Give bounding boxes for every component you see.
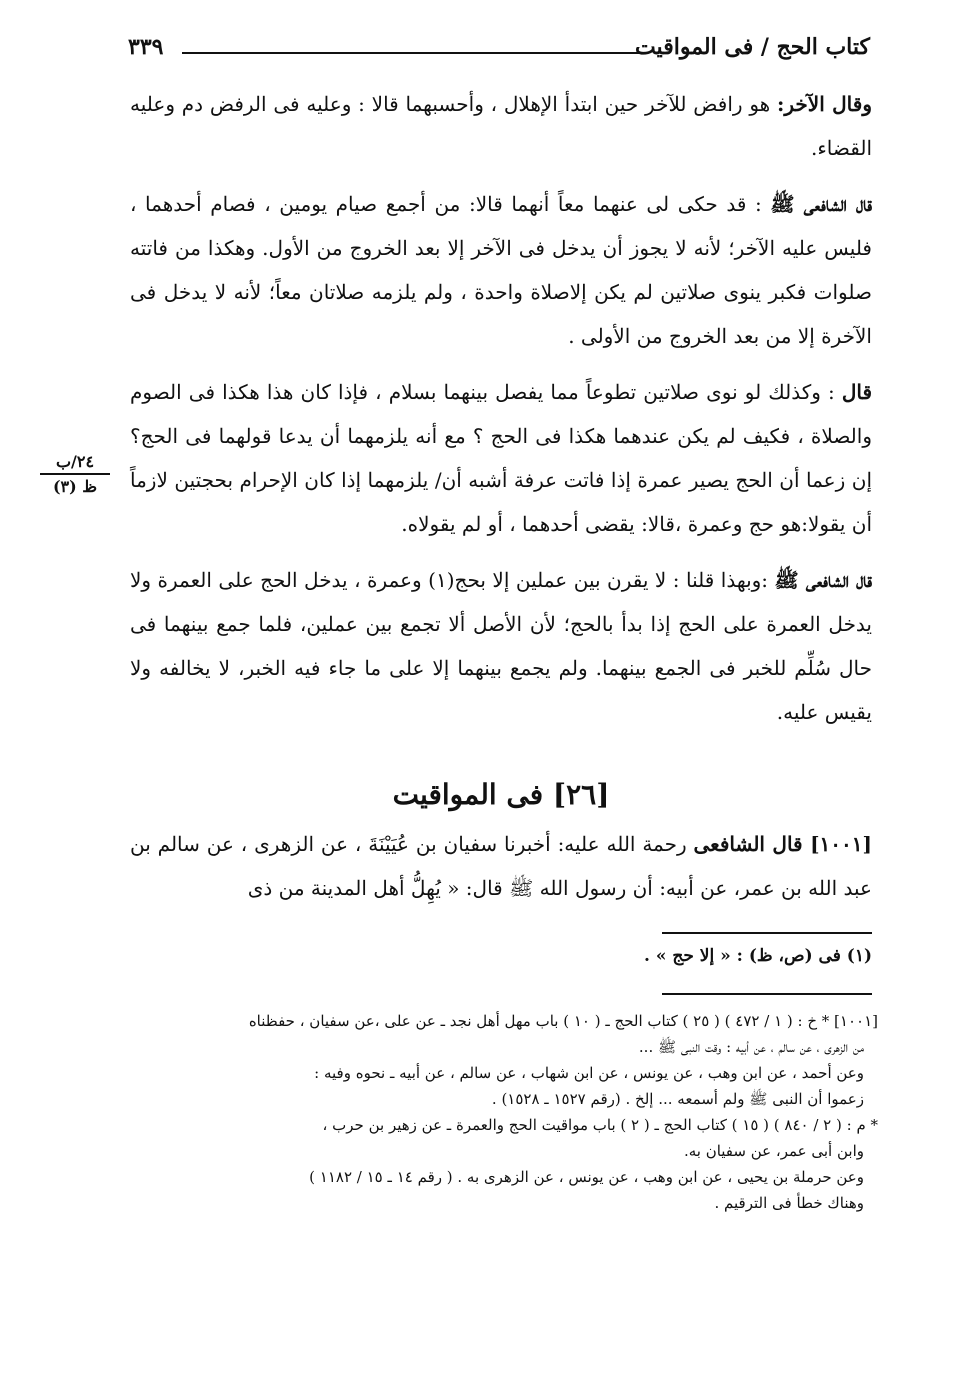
- reference-line: وعن أحمد ، عن ابن وهب ، عن يونس ، عن ابن شهاب ، عن سالم ، عن أبيه ـ نحوه وفيه :: [314, 1064, 864, 1082]
- reference-line: من الزهرى ، عن سالم ، عن أبيه : وقت النبى ﷺ ...: [638, 1038, 864, 1056]
- paragraph-lead: قال الشافعى ﷺ: [774, 568, 872, 592]
- running-header: [128, 30, 870, 70]
- paragraph-lead: وقال الآخر:: [777, 92, 872, 116]
- margin-note-folio: ٢٤/ب: [40, 452, 110, 475]
- header-title: كتاب الحج / فى المواقيت: [634, 34, 870, 60]
- margin-note-manuscript: ظ (٣): [52, 477, 98, 496]
- reference-line: وابن أبى عمر، عن سفيان به.: [683, 1142, 864, 1160]
- reference-line: وعن حرملة بن يحيى ، عن ابن وهب ، عن يونس ، عن الزهرى به . ( رقم ١٤ ـ ١٥ / ١١٨٢ ): [309, 1168, 864, 1186]
- references-block: [130, 1008, 878, 1216]
- main-text: [130, 82, 872, 746]
- reference-line: وهناك خطأ فى الترقيم .: [714, 1194, 864, 1212]
- references-rule: [662, 993, 872, 995]
- paragraph-body: :وبهذا قلنا : لا يقرن بين عملين إلا بحج(١) وعمرة ، يدخل الحج على العمرة ولا يدخل العمرة على الحج إذا بدأ بالحج؛ لأن الأصل ألا تجمع بين عملين، فلما جمع بينهما فى حال سُلِّم للخبر فى الجمع بينهما. ولم يجمع بينهما إلا على ما جاء فيه الخبر، لا يخالفه ولا يقيس عليه.: [130, 568, 872, 724]
- paragraph-1: [130, 82, 872, 170]
- paragraph-body: : وكذلك لو نوى صلاتين تطوعاً مما يفصل بينهما بسلام ، فإذا كان هذا هكذا فى الصوم والصلاة ، فكيف لم يكن عندهما هكذا فى الحج ؟ مع أنه يلزمهما أن يدعا قولهما فى الحج؟ إن زعما أن الحج يصير عمرة إذا فاتت عرفة أشبه أن/ يلزمهما إذا كان الإحرام بحجتين لازماً أن يقولا:هو حج وعمرة ،قالا: يقضى أحدهما ، أو لم يقولاه.: [130, 380, 872, 536]
- paragraph-lead: قال: [841, 380, 872, 404]
- reference-line: [١٠٠١] * خ : ( ١ / ٤٧٢ ) ( ٢٥ ) كتاب الحج ـ ( ١٠ ) باب مهل أهل نجد ـ عن على ،عن سفيان ، حفظناه: [248, 1012, 878, 1030]
- footnote: (١) فى (ص، ظ) : « إلا حج » .: [644, 946, 872, 966]
- paragraph-4: [130, 558, 872, 734]
- footnote-rule: [662, 932, 872, 934]
- paragraph-body: هو رافض للآخر حين ابتدأ الإهلال ، وأحسبهما قالا : وعليه فى الرفض دم وعليه القضاء.: [130, 92, 872, 160]
- paragraph-2: [130, 182, 872, 358]
- reference-line: * م : ( ٢ / ٨٤٠ ) ( ١٥ ) كتاب الحج ـ ( ٢ ) باب مواقيت الحج والعمرة ـ عن زهير بن حرب ،: [322, 1116, 878, 1134]
- hadith-lead: [١٠٠١] قال الشافعى: [693, 832, 872, 856]
- paragraph-body: : قد حكى لى عنهما معاً أنهما قالا: من أجمع صيام يومين ، فصام أحدهما ، فليس عليه الآخر؛ لأنه لا يجوز أن يدخل فى الآخر إلا بعد الخروج من الأول. وهكذا من فاتته صلوات فكبر ينوى صلاتين لم يكن إلاصلاة واحدة ، ولم يلزمه صلاتان معاً؛ لأنه لا يدخل فى الآخرة إلا من بعد الخروج من الأولى .: [130, 192, 872, 348]
- paragraph-lead: قال الشافعى ﷺ: [770, 192, 872, 216]
- hadith-body: رحمة الله عليه: أخبرنا سفيان بن عُيَيْنَةَ ، عن الزهرى ، عن سالم بن عبد الله بن عمر، عن أبيه: أن رسول الله ﷺ قال: « يُهِلُّ أهل المدينة من ذى: [130, 832, 872, 900]
- reference-line: زعموا أن النبى ﷺ ولم أسمعه ... إلخ . (رقم ١٥٢٧ ـ ١٥٢٨) .: [491, 1090, 864, 1108]
- paragraph-3: [130, 370, 872, 546]
- page-number: ٣٣٩: [128, 34, 164, 60]
- header-rule: [182, 52, 646, 54]
- section-heading: [٢٦] فى المواقيت: [392, 778, 610, 811]
- hadith-text: [130, 822, 872, 910]
- margin-note: [40, 452, 110, 496]
